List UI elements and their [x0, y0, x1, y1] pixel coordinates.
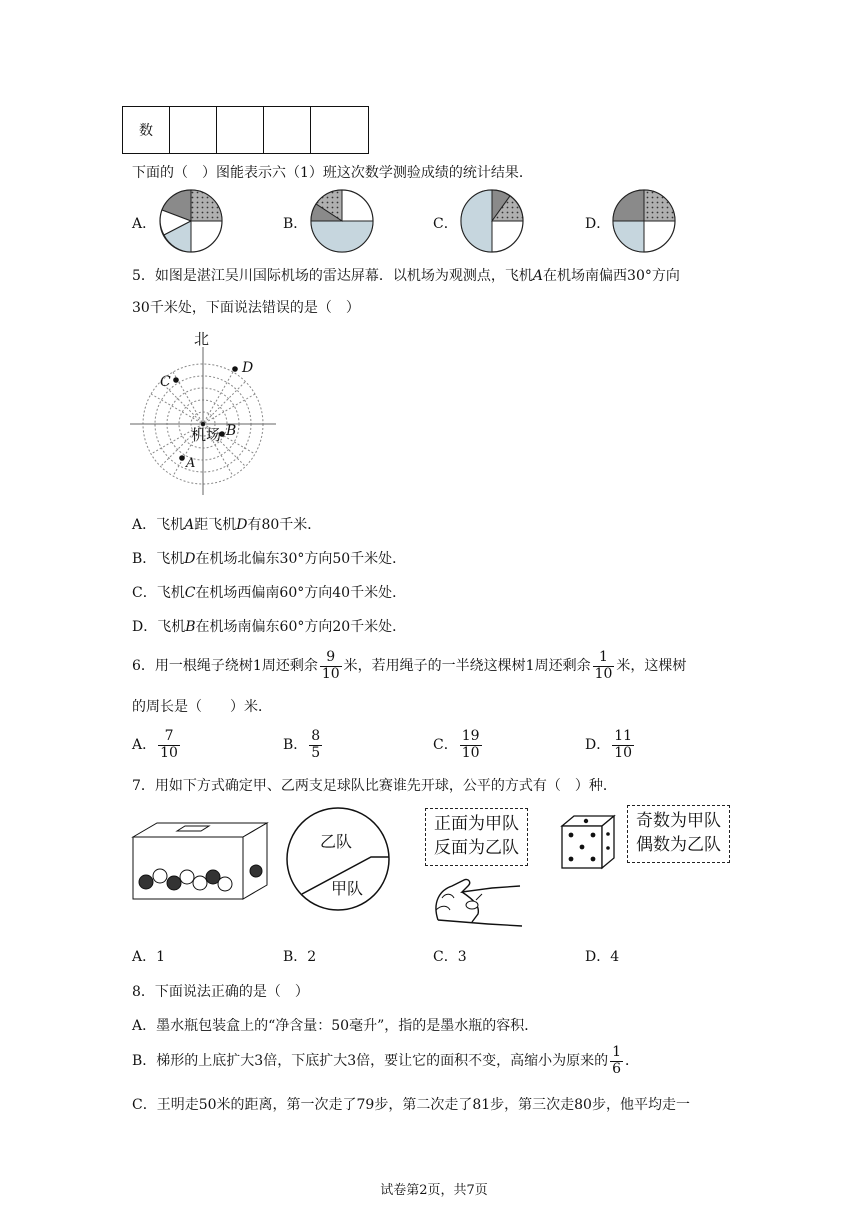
q6-option-a[interactable]: A． $\frac{7}{10}$	[132, 728, 178, 761]
fraction-1-6: $\frac{1}{6}$	[612, 1044, 622, 1077]
q8-stem: 8．下面说法正确的是（ ）	[132, 984, 309, 1000]
spinner-top-label: 乙队	[320, 832, 353, 851]
dice-icon	[558, 812, 622, 872]
q6-option-b[interactable]: B． $\frac{8}{5}$	[283, 728, 321, 761]
coin-rule-box: 正面为甲队 反面为乙队	[425, 808, 528, 866]
q4-option-a-label: A．	[132, 216, 157, 232]
fraction-9-10: $\frac{9}{10}$	[321, 649, 340, 682]
q5-stem-line1: 5．如图是湛江吴川国际机场的雷达屏幕．以机场为观测点，飞机A在机场南偏西30°方向	[132, 268, 680, 284]
q8-option-c[interactable]: C．王明走50米的距离，第一次走了79步，第二次走了81步，第三次走80步，他平均走一	[132, 1097, 690, 1113]
q8-option-b[interactable]: B．梯形的上底扩大3倍，下底扩大3倍，要让它的面积不变，高缩小为原来的 $\frac{1}{6}$ ．	[132, 1044, 640, 1077]
q5-option-a[interactable]: A．飞机A距飞机D有80千米．	[132, 517, 322, 533]
radar-north-label: 北	[194, 330, 210, 348]
table-cell	[311, 107, 369, 154]
radar-point-c	[173, 377, 179, 383]
q6-option-d[interactable]: D． $\frac{11}{10}$	[585, 728, 633, 761]
q4-stem: 下面的（ ）图能表示六（1）班这次数学测验成绩的统计结果．	[132, 165, 533, 181]
dice-rule-box: 奇数为甲队 偶数为乙队	[627, 805, 730, 863]
fraction-1-10: $\frac{1}{10}$	[594, 649, 613, 682]
radar-center-label: 机场	[191, 426, 222, 444]
radar-diagram	[125, 325, 285, 500]
table-cell	[170, 107, 217, 154]
table-cell	[217, 107, 264, 154]
radar-label-d: D	[242, 360, 254, 376]
table-cell	[264, 107, 311, 154]
q7-option-a[interactable]: A．1	[132, 949, 166, 965]
score-table	[122, 106, 369, 154]
table-row-label: 数	[123, 107, 170, 154]
q6-stem-line1: 6．用一根绳子绕树1周还剩余 $\frac{9}{10}$ 米，若用绳子的一半绕这棵树1周还剩余 $\frac{1}{10}$ 米，这棵树	[132, 649, 687, 682]
spinner-bottom-label: 甲队	[331, 879, 364, 898]
q4-option-d-label: D．	[585, 216, 611, 232]
q6-option-c[interactable]: C． $\frac{19}{10}$	[433, 728, 480, 761]
pie-option-a[interactable]	[160, 190, 222, 252]
pie-option-b[interactable]	[311, 190, 373, 252]
radar-point-a	[179, 455, 185, 461]
q5-option-d[interactable]: D．飞机B在机场南偏东60°方向20千米处．	[132, 619, 407, 635]
pie-option-d[interactable]	[613, 190, 675, 252]
q7-option-d[interactable]: D．4	[585, 949, 620, 965]
q7-option-b[interactable]: B．2	[283, 949, 317, 965]
radar-label-a: A	[186, 456, 196, 471]
q6-stem-line2: 的周长是（ ）米．	[132, 699, 272, 715]
ball-box-illustration	[125, 805, 275, 905]
q4-option-b-label: B．	[283, 216, 308, 232]
q5-stem-line2: 30千米处，下面说法错误的是（ ）	[132, 300, 360, 316]
coin-toss-hand-icon	[428, 872, 528, 932]
radar-point-d	[232, 366, 238, 372]
page-footer: 试卷第2页，共7页	[380, 1183, 488, 1198]
radar-label-c: C	[160, 374, 171, 390]
q7-stem: 7．用如下方式确定甲、乙两支足球队比赛谁先开球，公平的方式有（ ）种．	[132, 778, 617, 794]
q8-option-a[interactable]: A．墨水瓶包装盒上的“净含量：50毫升”，指的是墨水瓶的容积．	[132, 1018, 539, 1034]
q4-option-c-label: C．	[433, 216, 458, 232]
q7-option-c[interactable]: C．3	[433, 949, 467, 965]
pie-option-c[interactable]	[461, 190, 523, 252]
q5-option-c[interactable]: C．飞机C在机场西偏南60°方向40千米处．	[132, 585, 407, 601]
radar-label-b: B	[226, 423, 237, 439]
q5-option-b[interactable]: B．飞机D在机场北偏东30°方向50千米处．	[132, 551, 407, 567]
